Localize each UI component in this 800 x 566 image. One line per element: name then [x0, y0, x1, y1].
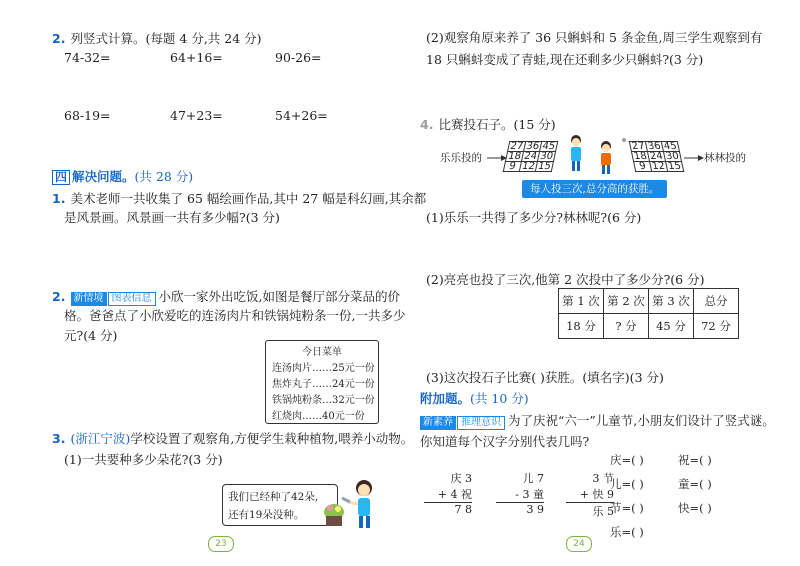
grid-cell: 24	[522, 151, 539, 162]
p1-line1: 美术老师一共收集了 65 幅绘画作品,其中 27 幅是科幻画,其余都	[70, 191, 427, 206]
puzzle-1-top: 庆 3	[450, 472, 472, 485]
puzzle-1-result: 7 8	[454, 503, 472, 516]
answer-jie: 节=( )	[610, 501, 644, 515]
bonus-tag-reasoning: 推理意识	[457, 416, 505, 430]
p3-line1: 学校设置了观察角,方便学生栽种植物,喂养小动物。	[130, 431, 414, 446]
puzzle-2	[496, 470, 544, 516]
puzzle-3-mid: + 快 9	[566, 486, 614, 503]
grid-cell: 45	[541, 141, 557, 152]
bubble-line1: 我们已经种了42朵,	[228, 491, 319, 503]
grid-row	[503, 162, 553, 172]
p4-sub3: (3)这次投石子比赛( )获胜。(填名字)(3 分)	[426, 370, 664, 385]
score-cell-2: ? 分	[604, 314, 649, 339]
answer-qing: 庆=( )	[610, 453, 644, 467]
p3-number: 3.	[52, 431, 66, 446]
p4-sub2: (2)亮亮也投了三次,他第 2 次投中了多少分?(6 分)	[426, 272, 705, 287]
puzzle-2-mid: - 3 童	[496, 486, 544, 503]
answer-zhu: 祝=( )	[678, 453, 712, 467]
score-table	[558, 288, 739, 339]
p3-sub1: (1)一共要种多少朵花?(3 分)	[64, 452, 223, 467]
grid-cell: 9	[634, 162, 652, 172]
puzzle-3-result: 乐 5	[592, 505, 614, 518]
grid-left	[503, 141, 559, 172]
problem-3: 90-26=	[275, 50, 322, 65]
score-header-3: 第 3 次	[649, 289, 694, 314]
menu-item: 连汤肉片……25元一份	[272, 363, 375, 374]
p4-sub1: (1)乐乐一共得了多少分?林林呢?(6 分)	[426, 210, 642, 225]
puzzle-1-mid: + 4 祝	[424, 486, 472, 503]
problem-6: 54+26=	[275, 108, 328, 123]
label-lele: 乐乐投的	[440, 152, 482, 164]
grid-cell: 36	[525, 141, 541, 152]
p2-tag-new-context: 新情境	[71, 292, 107, 306]
q2-number: 2.	[52, 31, 66, 46]
menu-title: 今日菜单	[302, 347, 342, 358]
grid-cell: 15	[536, 161, 552, 172]
grid-row	[508, 142, 558, 152]
p2-line2: 格。爸爸点了小欣爱吃的连汤肉片和铁锅炖粉条一份,一共多少	[64, 308, 406, 323]
problem-2: 64+16=	[170, 50, 223, 65]
grid-cell: 30	[664, 151, 681, 162]
p4-number: 4.	[420, 117, 434, 132]
grid-row	[505, 152, 555, 162]
bonus-line2: 你知道每个汉字分别代表几吗?	[420, 434, 590, 449]
score-header-total: 总分	[694, 289, 739, 314]
answer-le: 乐=( )	[610, 525, 644, 539]
p4-title: 比赛投石子。(15 分)	[438, 117, 556, 132]
right-page	[400, 0, 800, 566]
puzzle-1	[424, 470, 472, 516]
answer-kuai: 快=( )	[678, 501, 712, 515]
arrow-right-icon	[487, 155, 507, 161]
problem-5: 47+23=	[170, 108, 223, 123]
bonus-score: (共 10 分)	[470, 391, 529, 406]
answer-er: 儿=( )	[610, 477, 644, 491]
score-table-row	[559, 314, 739, 339]
score-table-header-row	[559, 289, 739, 314]
grid-row	[634, 162, 684, 172]
p3-2-line2: 18 只蝌蚪变成了青蛙,现在还剩多少只蝌蚪?(3 分)	[426, 52, 704, 67]
grid-cell: 18	[506, 151, 523, 162]
score-header-2: 第 2 次	[604, 289, 649, 314]
section4-title: 解决问题。	[72, 169, 135, 184]
p2-tag-chart-info: 图表信息	[108, 292, 156, 306]
p3-region: (浙江宁波)	[70, 431, 131, 446]
q2-header	[52, 28, 262, 47]
p1-line1-row	[52, 188, 426, 207]
problem-4: 68-19=	[64, 108, 111, 123]
bonus-title: 附加题。	[420, 391, 471, 406]
score-cell-total: 72 分	[694, 314, 739, 339]
section4-score: (共 28 分)	[134, 169, 194, 184]
menu-board	[265, 340, 379, 424]
p4-header	[420, 114, 556, 133]
p1-line2: 是风景画。风景画一共有多少幅?(3 分)	[64, 210, 280, 225]
label-linlin: 林林投的	[704, 152, 746, 164]
score-cell-1: 18 分	[559, 314, 604, 339]
grid-cell: 18	[632, 151, 649, 162]
bonus-line1: 为了庆祝“六一”儿童节,小朋友们设计了竖式谜。	[508, 413, 775, 428]
problem-1: 74-32=	[64, 50, 111, 65]
grid-cell: 24	[648, 151, 665, 162]
grid-cell: 15	[667, 161, 683, 172]
menu-item: 焦炸丸子……24元一份	[272, 379, 375, 390]
grid-cell: 12	[520, 161, 536, 172]
puzzle-2-top: 儿 7	[522, 472, 544, 485]
section4-badge: 四	[52, 170, 70, 185]
grid-cell: 12	[651, 161, 667, 172]
bonus-header	[420, 388, 529, 407]
p3-2-line1: (2)观察角原来养了 36 只蝌蚪和 5 条金鱼,周三学生观察到有	[426, 30, 763, 45]
bubble-line2: 还有19朵没种。	[228, 509, 305, 521]
page-number-left: 23	[208, 536, 234, 552]
page-number-right: 24	[566, 536, 592, 552]
rule-banner: 每人投三次,总分高的获胜。	[522, 180, 667, 198]
p2-line3: 元?(4 分)	[64, 328, 118, 343]
answer-tong: 童=( )	[678, 477, 712, 491]
bonus-tag-new-literacy: 新素养	[420, 416, 456, 430]
p2-line1-row	[52, 286, 400, 306]
menu-item: 红烧肉……40元一份	[272, 411, 365, 422]
grid-cell: 9	[503, 162, 521, 172]
puzzle-3-top: 3 节	[592, 472, 614, 485]
puzzle-3	[566, 470, 614, 519]
grid-left-table	[503, 141, 559, 172]
grid-cell: 30	[538, 151, 555, 162]
children-throwing-illustration	[562, 132, 632, 176]
section4-header	[52, 166, 193, 185]
arrow-right-icon	[684, 155, 704, 161]
bonus-line1-row	[420, 410, 775, 430]
grid-row	[631, 152, 681, 162]
grid-cell: 36	[646, 141, 662, 152]
grid-right	[629, 141, 685, 172]
q2-title: 列竖式计算。(每题 4 分,共 24 分)	[70, 31, 262, 46]
score-cell-3: 45 分	[649, 314, 694, 339]
puzzle-2-result: 3 9	[526, 503, 544, 516]
grid-right-table	[629, 141, 685, 172]
p2-number: 2.	[52, 289, 66, 304]
grid-cell: 27	[509, 141, 525, 152]
p3-line1-row	[52, 428, 413, 447]
grid-cell: 27	[630, 141, 646, 152]
grid-row	[629, 142, 679, 152]
p1-number: 1.	[52, 191, 66, 206]
girl-watering-illustration	[316, 476, 382, 530]
p2-line1: 小欣一家外出吃饭,如图是餐厅部分菜品的价	[158, 289, 401, 304]
menu-item: 铁锅炖粉条…32元一份	[272, 395, 375, 406]
score-header-1: 第 1 次	[559, 289, 604, 314]
grid-cell: 45	[662, 141, 678, 152]
